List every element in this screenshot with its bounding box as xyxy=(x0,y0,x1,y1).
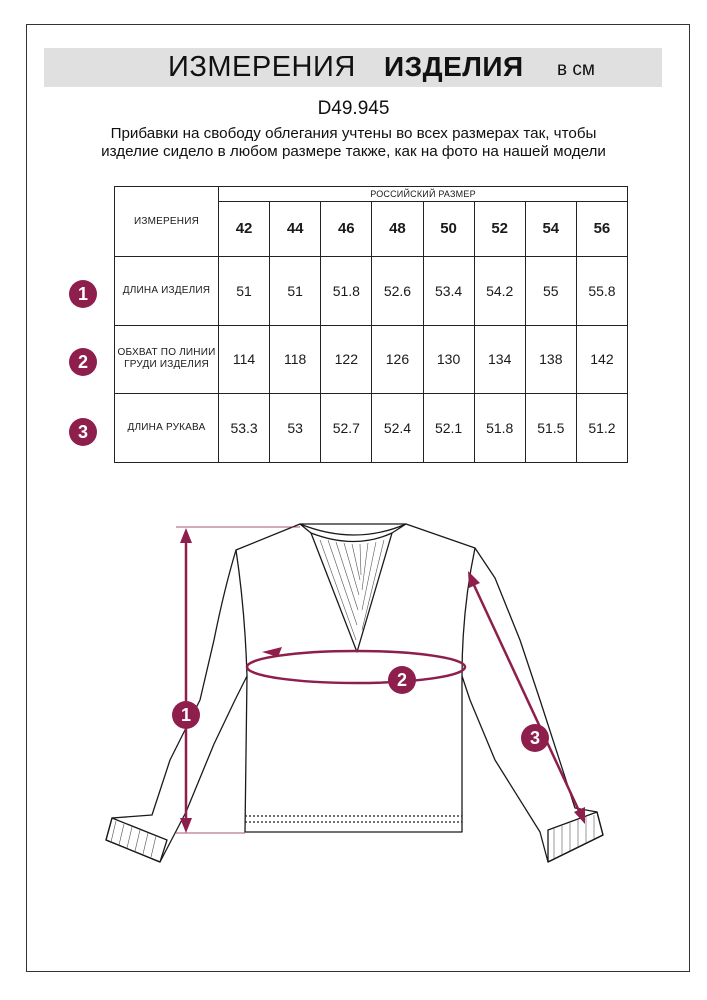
row-label-length: ДЛИНА ИЗДЕЛИЯ xyxy=(115,256,219,325)
size-header: 52 xyxy=(474,201,525,256)
sleeve-measure xyxy=(468,571,585,824)
table-cell: 55 xyxy=(525,256,576,325)
right-armhole-seam xyxy=(462,548,475,676)
size-system-label: РОССИЙСКИЙ РАЗМЕР xyxy=(219,187,628,202)
table-cell: 52.6 xyxy=(372,256,423,325)
size-header: 42 xyxy=(219,201,270,256)
unit-label: в см xyxy=(557,59,595,80)
table-cell: 53 xyxy=(270,394,321,463)
chest-measure xyxy=(247,647,465,683)
page-title-garment: ИЗДЕЛИЯ xyxy=(384,51,524,82)
size-header: 54 xyxy=(525,201,576,256)
table-cell: 52.4 xyxy=(372,394,423,463)
table-cell: 51.8 xyxy=(474,394,525,463)
table-cell: 134 xyxy=(474,325,525,394)
row-label-chest: ОБХВАТ ПО ЛИНИИ ГРУДИ ИЗДЕЛИЯ xyxy=(115,325,219,394)
fit-note: Прибавки на свободу облегания учтены во всех размерах так, чтобы изделие сидело в любом размере также, как на фото на нашей модели xyxy=(101,125,606,160)
sweater-outline xyxy=(106,524,603,862)
v-neck xyxy=(311,533,392,652)
diagram-marker-3: 3 xyxy=(521,724,549,752)
table-cell: 51 xyxy=(270,256,321,325)
diagram-marker-2: 2 xyxy=(388,666,416,694)
row-label-sleeve: ДЛИНА РУКАВА xyxy=(115,394,219,463)
table-cell: 53.3 xyxy=(219,394,270,463)
page-title-measurements: ИЗМЕРЕНИЯ xyxy=(168,51,356,83)
table-cell: 138 xyxy=(525,325,576,394)
right-cuff xyxy=(548,812,603,862)
product-code: D49.945 xyxy=(317,98,390,119)
table-cell: 51.2 xyxy=(576,394,627,463)
table-cell: 52.1 xyxy=(423,394,474,463)
size-header: 50 xyxy=(423,201,474,256)
table-cell: 52.7 xyxy=(321,394,372,463)
table-cell: 53.4 xyxy=(423,256,474,325)
table-cell: 51.5 xyxy=(525,394,576,463)
marker-1-badge: 1 xyxy=(69,280,97,308)
table-cell: 130 xyxy=(423,325,474,394)
table-cell: 51 xyxy=(219,256,270,325)
left-armhole-seam xyxy=(236,550,247,676)
size-header: 56 xyxy=(576,201,627,256)
table-cell: 142 xyxy=(576,325,627,394)
length-measure xyxy=(176,527,300,833)
table-cell: 122 xyxy=(321,325,372,394)
size-header: 46 xyxy=(321,201,372,256)
table-cell: 54.2 xyxy=(474,256,525,325)
diagram-marker-1: 1 xyxy=(172,701,200,729)
size-header: 48 xyxy=(372,201,423,256)
marker-2-badge: 2 xyxy=(69,348,97,376)
marker-3-badge: 3 xyxy=(69,418,97,446)
table-cell: 118 xyxy=(270,325,321,394)
table-cell: 114 xyxy=(219,325,270,394)
table-header-measurements: ИЗМЕРЕНИЯ xyxy=(115,187,219,257)
size-header: 44 xyxy=(270,201,321,256)
table-cell: 126 xyxy=(372,325,423,394)
table-cell: 51.8 xyxy=(321,256,372,325)
v-neck-rib xyxy=(320,540,384,640)
table-cell: 55.8 xyxy=(576,256,627,325)
